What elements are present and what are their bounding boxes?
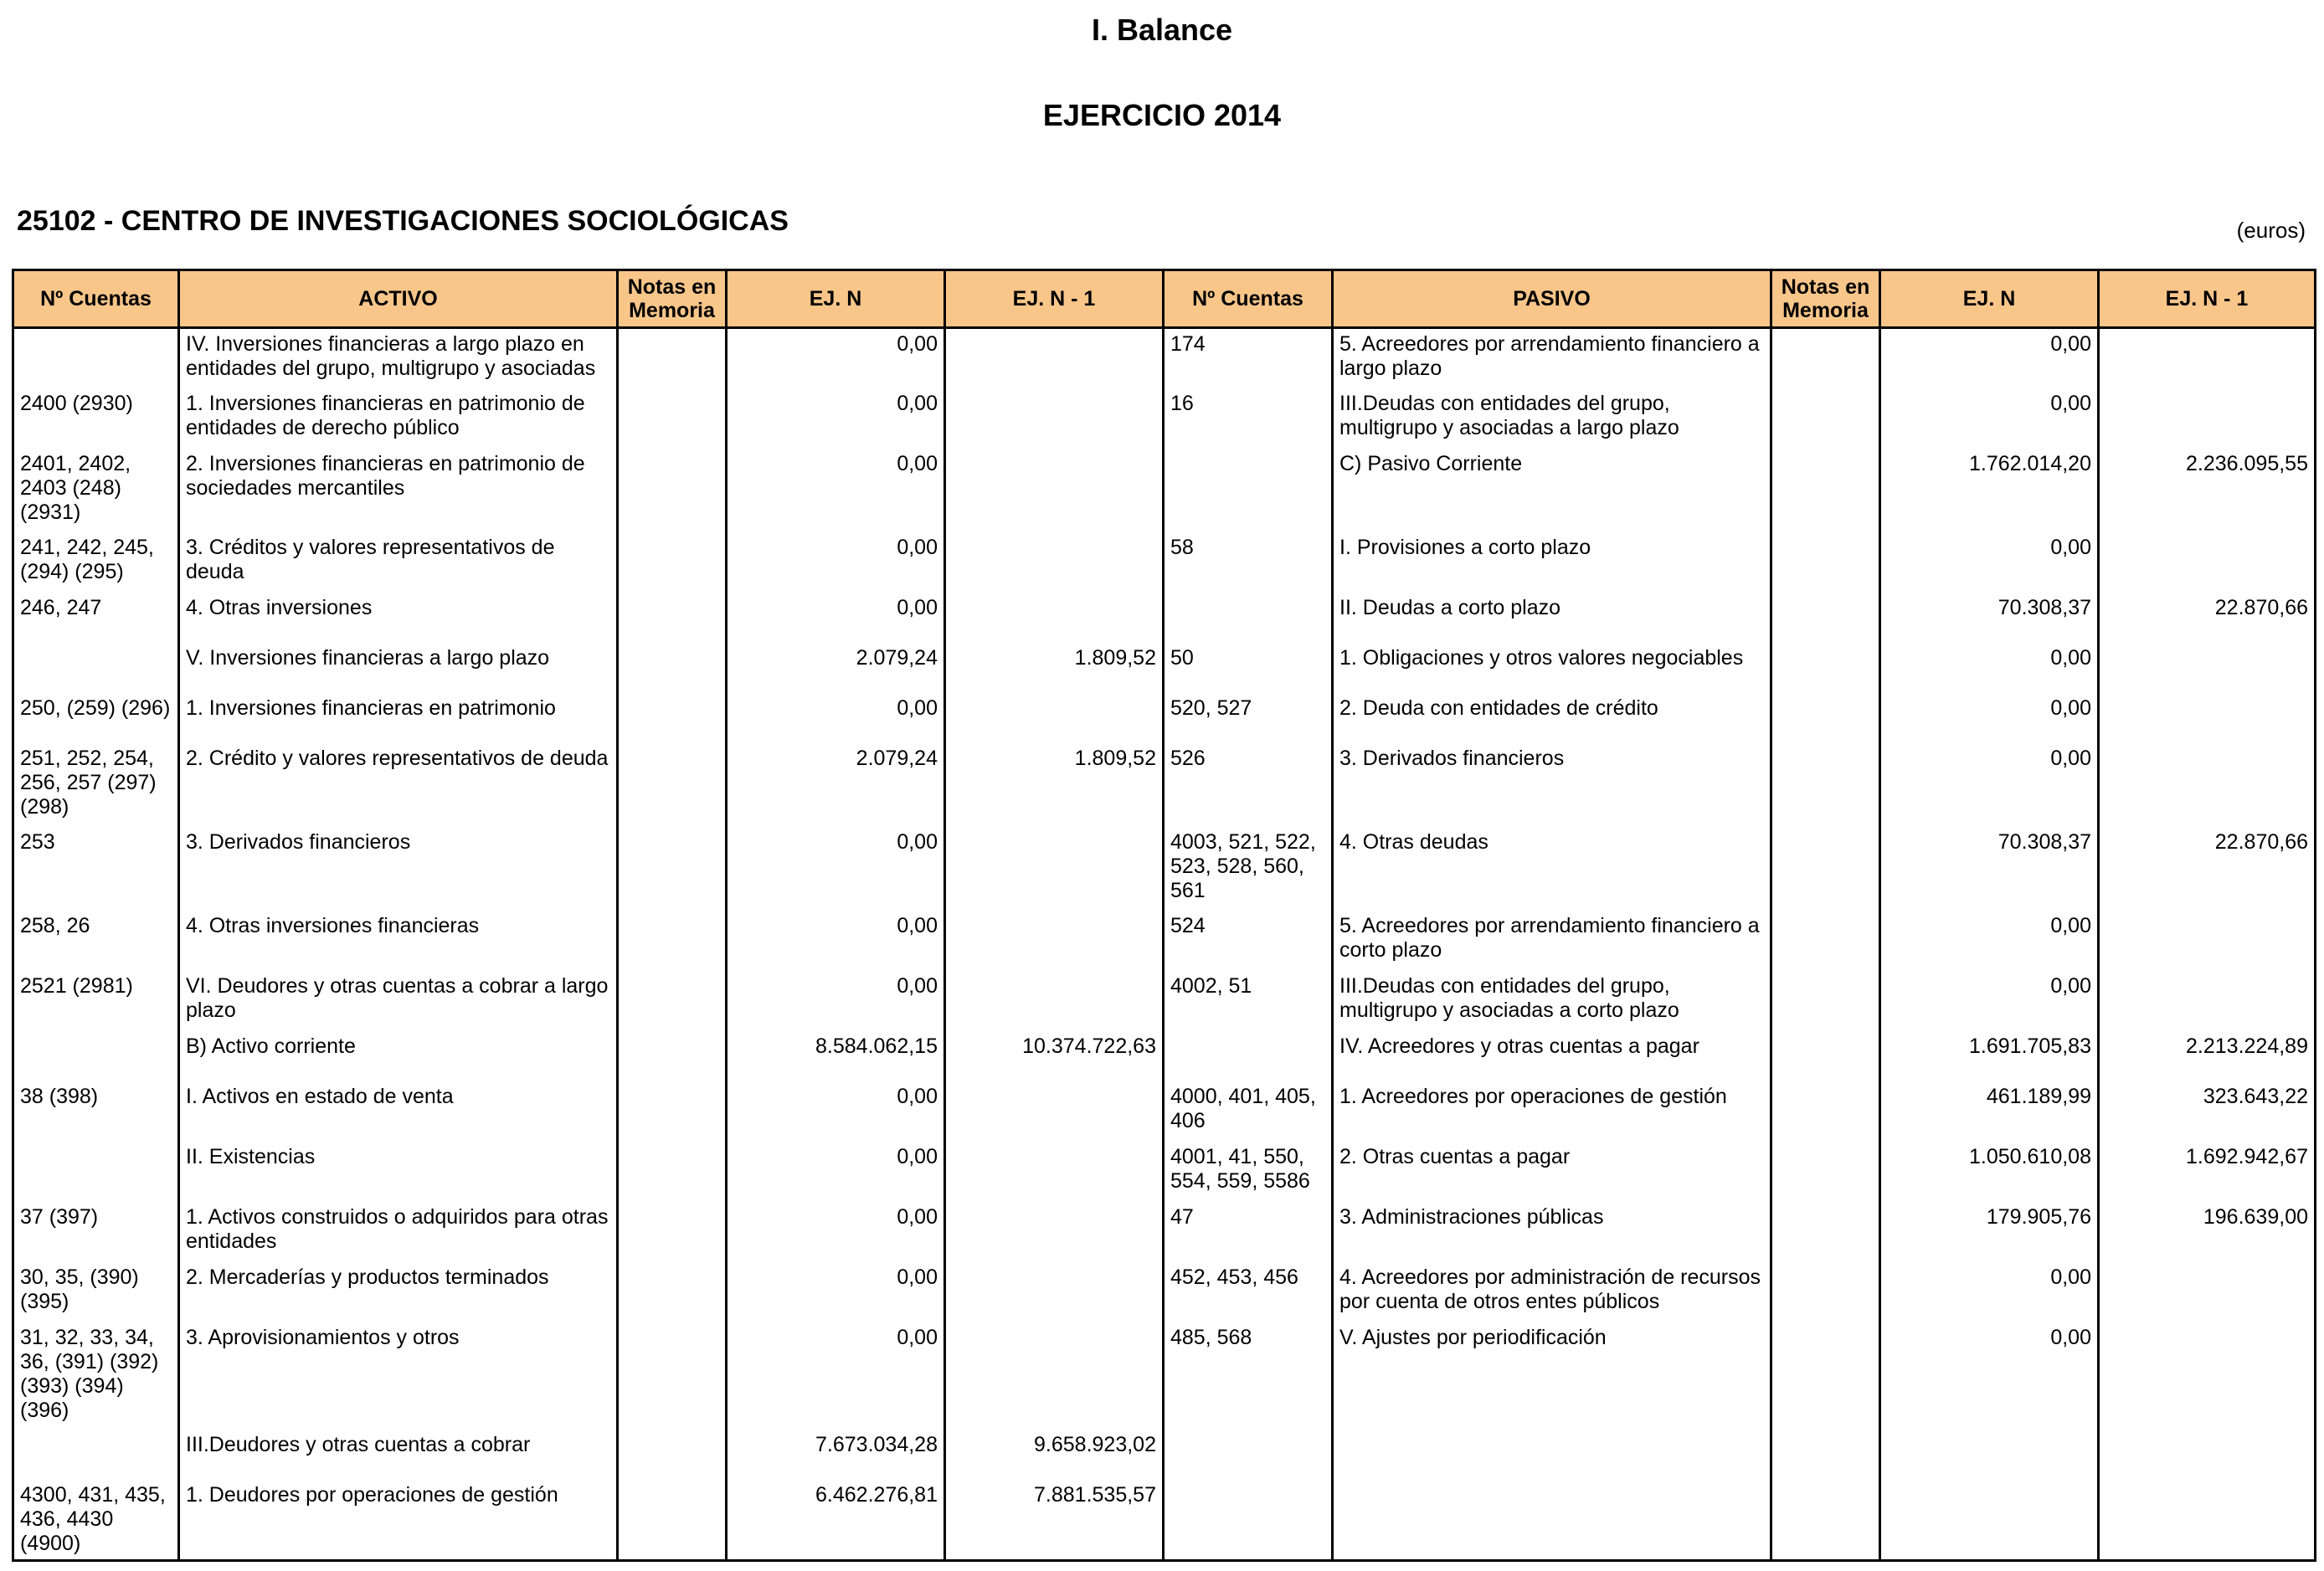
cell-pasivo-notas: [1771, 971, 1880, 1031]
cell-pasivo-notas: [1771, 743, 1880, 827]
cell-activo-cuentas: 2521 (2981): [13, 971, 179, 1031]
cell-pasivo-notas: [1771, 827, 1880, 911]
cell-activo-ej-n-1: [945, 328, 1164, 388]
cell-pasivo-cuentas: 4000, 401, 405, 406: [1164, 1081, 1333, 1142]
table-header-row: [13, 270, 2316, 328]
cell-activo-concepto: IV. Inversiones financieras a largo plazo en entidades del grupo, multigrupo y asociadas: [179, 328, 618, 388]
cell-activo-ej-n-1: [945, 449, 1164, 532]
cell-pasivo-cuentas: 520, 527: [1164, 693, 1333, 743]
cell-pasivo-ej-n-1: [2099, 743, 2316, 827]
cell-pasivo-notas: [1771, 388, 1880, 449]
table-row: [13, 388, 2316, 449]
col-header-activo-notas: Notas en Memoria: [618, 270, 727, 328]
cell-pasivo-ej-n-1: [2099, 328, 2316, 388]
cell-activo-notas: [618, 1322, 727, 1430]
cell-pasivo-ej-n: 0,00: [1880, 328, 2099, 388]
cell-activo-concepto: 2. Mercaderías y productos terminados: [179, 1262, 618, 1322]
cell-pasivo-cuentas: 50: [1164, 643, 1333, 693]
cell-activo-concepto: 1. Activos construidos o adquiridos para otras entidades: [179, 1202, 618, 1262]
cell-pasivo-ej-n: 0,00: [1880, 971, 2099, 1031]
cell-activo-notas: [618, 971, 727, 1031]
cell-pasivo-notas: [1771, 643, 1880, 693]
cell-pasivo-ej-n-1: 22.870,66: [2099, 593, 2316, 643]
cell-pasivo-ej-n: 70.308,37: [1880, 827, 2099, 911]
table-row: [13, 1322, 2316, 1430]
cell-activo-concepto: II. Existencias: [179, 1142, 618, 1202]
cell-activo-cuentas: [13, 1031, 179, 1081]
cell-activo-ej-n: 0,00: [727, 1262, 945, 1322]
cell-pasivo-ej-n-1: [2099, 532, 2316, 593]
col-header-activo-ej-n-1: EJ. N - 1: [945, 270, 1164, 328]
cell-pasivo-ej-n: 0,00: [1880, 643, 2099, 693]
cell-activo-ej-n-1: [945, 1202, 1164, 1262]
cell-pasivo-ej-n-1: [2099, 643, 2316, 693]
table-row: [13, 532, 2316, 593]
cell-activo-concepto: 1. Deudores por operaciones de gestión: [179, 1480, 618, 1561]
cell-activo-ej-n: 0,00: [727, 1322, 945, 1430]
cell-pasivo-cuentas: 526: [1164, 743, 1333, 827]
cell-pasivo-cuentas: 4001, 41, 550, 554, 559, 5586: [1164, 1142, 1333, 1202]
cell-activo-concepto: 3. Aprovisionamientos y otros: [179, 1322, 618, 1430]
cell-activo-notas: [618, 593, 727, 643]
table-row: [13, 643, 2316, 693]
cell-activo-notas: [618, 328, 727, 388]
cell-pasivo-cuentas: [1164, 1480, 1333, 1561]
table-row: [13, 1480, 2316, 1561]
cell-activo-ej-n-1: [945, 1142, 1164, 1202]
cell-pasivo-cuentas: 452, 453, 456: [1164, 1262, 1333, 1322]
cell-pasivo-concepto: 3. Administraciones públicas: [1333, 1202, 1771, 1262]
page-title: I. Balance: [1091, 13, 1233, 47]
table-row: [13, 328, 2316, 388]
cell-pasivo-cuentas: [1164, 1031, 1333, 1081]
cell-pasivo-ej-n-1: 2.213.224,89: [2099, 1031, 2316, 1081]
cell-activo-cuentas: [13, 328, 179, 388]
cell-pasivo-concepto: [1333, 1430, 1771, 1480]
cell-pasivo-ej-n-1: 196.639,00: [2099, 1202, 2316, 1262]
table-row: [13, 593, 2316, 643]
cell-activo-ej-n-1: [945, 693, 1164, 743]
col-header-pasivo-ej-n: EJ. N: [1880, 270, 2099, 328]
cell-activo-cuentas: 38 (398): [13, 1081, 179, 1142]
cell-pasivo-ej-n: 1.762.014,20: [1880, 449, 2099, 532]
cell-pasivo-ej-n-1: [2099, 388, 2316, 449]
cell-activo-cuentas: [13, 1430, 179, 1480]
cell-pasivo-ej-n-1: 2.236.095,55: [2099, 449, 2316, 532]
cell-activo-cuentas: 31, 32, 33, 34, 36, (391) (392) (393) (394) (396): [13, 1322, 179, 1430]
cell-pasivo-ej-n-1: 22.870,66: [2099, 827, 2316, 911]
cell-activo-cuentas: [13, 1142, 179, 1202]
cell-pasivo-cuentas: 174: [1164, 328, 1333, 388]
cell-activo-notas: [618, 1142, 727, 1202]
cell-activo-ej-n-1: [945, 1081, 1164, 1142]
cell-activo-ej-n: 0,00: [727, 532, 945, 593]
cell-activo-concepto: III.Deudores y otras cuentas a cobrar: [179, 1430, 618, 1480]
cell-pasivo-concepto: C) Pasivo Corriente: [1333, 449, 1771, 532]
cell-activo-notas: [618, 1202, 727, 1262]
cell-pasivo-concepto: 4. Otras deudas: [1333, 827, 1771, 911]
cell-pasivo-concepto: 5. Acreedores por arrendamiento financiero a largo plazo: [1333, 328, 1771, 388]
cell-pasivo-concepto: III.Deudas con entidades del grupo, multigrupo y asociadas a largo plazo: [1333, 388, 1771, 449]
cell-pasivo-notas: [1771, 693, 1880, 743]
cell-activo-ej-n: 0,00: [727, 827, 945, 911]
cell-pasivo-ej-n: 1.050.610,08: [1880, 1142, 2099, 1202]
col-header-activo-cuentas: Nº Cuentas: [13, 270, 179, 328]
cell-pasivo-ej-n-1: [2099, 971, 2316, 1031]
cell-activo-ej-n-1: [945, 388, 1164, 449]
cell-activo-notas: [618, 643, 727, 693]
cell-pasivo-notas: [1771, 1031, 1880, 1081]
table-row: [13, 1081, 2316, 1142]
cell-activo-ej-n-1: [945, 827, 1164, 911]
cell-activo-notas: [618, 449, 727, 532]
cell-pasivo-ej-n: 179.905,76: [1880, 1202, 2099, 1262]
cell-activo-ej-n: 0,00: [727, 328, 945, 388]
cell-activo-ej-n-1: 7.881.535,57: [945, 1480, 1164, 1561]
cell-activo-ej-n-1: 1.809,52: [945, 743, 1164, 827]
cell-activo-notas: [618, 693, 727, 743]
cell-pasivo-ej-n: 0,00: [1880, 532, 2099, 593]
cell-activo-concepto: I. Activos en estado de venta: [179, 1081, 618, 1142]
cell-pasivo-ej-n-1: [2099, 1480, 2316, 1561]
col-header-activo-ej-n: EJ. N: [727, 270, 945, 328]
cell-activo-notas: [618, 743, 727, 827]
cell-activo-concepto: 1. Inversiones financieras en patrimonio: [179, 693, 618, 743]
cell-pasivo-cuentas: 47: [1164, 1202, 1333, 1262]
cell-pasivo-ej-n: 461.189,99: [1880, 1081, 2099, 1142]
col-header-pasivo: PASIVO: [1333, 270, 1771, 328]
cell-activo-ej-n: 0,00: [727, 693, 945, 743]
cell-pasivo-concepto: 2. Otras cuentas a pagar: [1333, 1142, 1771, 1202]
table-row: [13, 1202, 2316, 1262]
cell-pasivo-notas: [1771, 1322, 1880, 1430]
cell-pasivo-ej-n: 0,00: [1880, 388, 2099, 449]
cell-activo-ej-n: 0,00: [727, 593, 945, 643]
col-header-activo: ACTIVO: [179, 270, 618, 328]
cell-activo-ej-n: 6.462.276,81: [727, 1480, 945, 1561]
cell-pasivo-notas: [1771, 1142, 1880, 1202]
cell-activo-concepto: 2. Crédito y valores representativos de deuda: [179, 743, 618, 827]
cell-activo-cuentas: 30, 35, (390) (395): [13, 1262, 179, 1322]
cell-activo-ej-n: 7.673.034,28: [727, 1430, 945, 1480]
cell-pasivo-ej-n: 0,00: [1880, 911, 2099, 971]
cell-activo-cuentas: 241, 242, 245, (294) (295): [13, 532, 179, 593]
cell-pasivo-concepto: 4. Acreedores por administración de recursos por cuenta de otros entes públicos: [1333, 1262, 1771, 1322]
currency-units: (euros): [2236, 218, 2306, 243]
cell-activo-notas: [618, 1031, 727, 1081]
cell-activo-cuentas: 37 (397): [13, 1202, 179, 1262]
cell-pasivo-notas: [1771, 1480, 1880, 1561]
cell-activo-concepto: 2. Inversiones financieras en patrimonio de sociedades mercantiles: [179, 449, 618, 532]
cell-pasivo-ej-n: 0,00: [1880, 693, 2099, 743]
cell-activo-cuentas: [13, 643, 179, 693]
cell-activo-concepto: V. Inversiones financieras a largo plazo: [179, 643, 618, 693]
cell-activo-cuentas: 2400 (2930): [13, 388, 179, 449]
fiscal-year-subtitle: EJERCICIO 2014: [1042, 98, 1282, 132]
cell-activo-notas: [618, 1480, 727, 1561]
cell-pasivo-cuentas: 4002, 51: [1164, 971, 1333, 1031]
cell-activo-cuentas: 250, (259) (296): [13, 693, 179, 743]
cell-activo-ej-n-1: 1.809,52: [945, 643, 1164, 693]
cell-pasivo-ej-n-1: 1.692.942,67: [2099, 1142, 2316, 1202]
cell-activo-ej-n: 0,00: [727, 1202, 945, 1262]
cell-pasivo-notas: [1771, 1430, 1880, 1480]
cell-pasivo-concepto: 1. Acreedores por operaciones de gestión: [1333, 1081, 1771, 1142]
table-row: [13, 743, 2316, 827]
cell-pasivo-notas: [1771, 911, 1880, 971]
table-row: [13, 827, 2316, 911]
cell-pasivo-concepto: [1333, 1480, 1771, 1561]
col-header-pasivo-ej-n-1: EJ. N - 1: [2099, 270, 2316, 328]
cell-activo-concepto: 4. Otras inversiones: [179, 593, 618, 643]
cell-pasivo-concepto: I. Provisiones a corto plazo: [1333, 532, 1771, 593]
col-header-pasivo-cuentas: Nº Cuentas: [1164, 270, 1333, 328]
cell-activo-concepto: 4. Otras inversiones financieras: [179, 911, 618, 971]
cell-activo-ej-n-1: [945, 911, 1164, 971]
cell-activo-ej-n: 0,00: [727, 1081, 945, 1142]
cell-pasivo-ej-n-1: [2099, 693, 2316, 743]
cell-pasivo-ej-n-1: [2099, 1322, 2316, 1430]
cell-activo-ej-n: 2.079,24: [727, 743, 945, 827]
cell-pasivo-notas: [1771, 1262, 1880, 1322]
cell-activo-concepto: 3. Créditos y valores representativos de deuda: [179, 532, 618, 593]
cell-pasivo-cuentas: 524: [1164, 911, 1333, 971]
cell-pasivo-concepto: 2. Deuda con entidades de crédito: [1333, 693, 1771, 743]
cell-activo-cuentas: 253: [13, 827, 179, 911]
table-row: [13, 1430, 2316, 1480]
table-row: [13, 693, 2316, 743]
cell-activo-ej-n-1: [945, 593, 1164, 643]
cell-activo-concepto: VI. Deudores y otras cuentas a cobrar a largo plazo: [179, 971, 618, 1031]
cell-activo-ej-n: 0,00: [727, 388, 945, 449]
cell-activo-ej-n-1: [945, 971, 1164, 1031]
cell-activo-cuentas: 246, 247: [13, 593, 179, 643]
cell-pasivo-concepto: 3. Derivados financieros: [1333, 743, 1771, 827]
cell-activo-ej-n-1: 10.374.722,63: [945, 1031, 1164, 1081]
table-row: [13, 1142, 2316, 1202]
cell-pasivo-concepto: V. Ajustes por periodificación: [1333, 1322, 1771, 1430]
cell-activo-ej-n-1: [945, 1322, 1164, 1430]
cell-pasivo-cuentas: 16: [1164, 388, 1333, 449]
cell-pasivo-cuentas: 485, 568: [1164, 1322, 1333, 1430]
cell-activo-ej-n: 0,00: [727, 971, 945, 1031]
cell-activo-ej-n: 0,00: [727, 449, 945, 532]
cell-activo-cuentas: 258, 26: [13, 911, 179, 971]
cell-pasivo-notas: [1771, 593, 1880, 643]
cell-pasivo-cuentas: 58: [1164, 532, 1333, 593]
cell-pasivo-ej-n: 0,00: [1880, 743, 2099, 827]
cell-pasivo-ej-n: 0,00: [1880, 1322, 2099, 1430]
cell-pasivo-concepto: IV. Acreedores y otras cuentas a pagar: [1333, 1031, 1771, 1081]
cell-pasivo-ej-n: 70.308,37: [1880, 593, 2099, 643]
cell-activo-ej-n: 2.079,24: [727, 643, 945, 693]
cell-pasivo-concepto: II. Deudas a corto plazo: [1333, 593, 1771, 643]
cell-pasivo-ej-n-1: [2099, 1262, 2316, 1322]
cell-pasivo-notas: [1771, 328, 1880, 388]
cell-pasivo-cuentas: [1164, 593, 1333, 643]
cell-activo-ej-n-1: 9.658.923,02: [945, 1430, 1164, 1480]
table-row: [13, 971, 2316, 1031]
cell-activo-ej-n-1: [945, 1262, 1164, 1322]
table-row: [13, 1262, 2316, 1322]
table-row: [13, 449, 2316, 532]
cell-activo-notas: [618, 911, 727, 971]
cell-activo-notas: [618, 388, 727, 449]
cell-pasivo-notas: [1771, 1202, 1880, 1262]
balance-table: [12, 269, 2316, 1562]
cell-activo-concepto: B) Activo corriente: [179, 1031, 618, 1081]
cell-activo-cuentas: 4300, 431, 435, 436, 4430 (4900): [13, 1480, 179, 1561]
cell-activo-concepto: 3. Derivados financieros: [179, 827, 618, 911]
cell-pasivo-ej-n-1: 323.643,22: [2099, 1081, 2316, 1142]
cell-pasivo-cuentas: [1164, 449, 1333, 532]
cell-activo-notas: [618, 532, 727, 593]
cell-pasivo-concepto: III.Deudas con entidades del grupo, multigrupo y asociadas a corto plazo: [1333, 971, 1771, 1031]
cell-pasivo-ej-n-1: [2099, 911, 2316, 971]
entity-name: 25102 - CENTRO DE INVESTIGACIONES SOCIOLÓGICAS: [17, 205, 789, 237]
cell-activo-ej-n: 8.584.062,15: [727, 1031, 945, 1081]
cell-pasivo-concepto: 1. Obligaciones y otros valores negociables: [1333, 643, 1771, 693]
cell-pasivo-cuentas: [1164, 1430, 1333, 1480]
table-row: [13, 911, 2316, 971]
cell-activo-ej-n-1: [945, 532, 1164, 593]
col-header-pasivo-notas: Notas en Memoria: [1771, 270, 1880, 328]
table-row: [13, 1031, 2316, 1081]
cell-pasivo-notas: [1771, 532, 1880, 593]
cell-pasivo-ej-n: [1880, 1430, 2099, 1480]
cell-pasivo-concepto: 5. Acreedores por arrendamiento financiero a corto plazo: [1333, 911, 1771, 971]
cell-activo-cuentas: 251, 252, 254, 256, 257 (297) (298): [13, 743, 179, 827]
cell-pasivo-notas: [1771, 1081, 1880, 1142]
cell-pasivo-ej-n: 0,00: [1880, 1262, 2099, 1322]
cell-activo-ej-n: 0,00: [727, 1142, 945, 1202]
cell-pasivo-cuentas: 4003, 521, 522, 523, 528, 560, 561: [1164, 827, 1333, 911]
cell-activo-concepto: 1. Inversiones financieras en patrimonio de entidades de derecho público: [179, 388, 618, 449]
cell-pasivo-notas: [1771, 449, 1880, 532]
cell-activo-notas: [618, 1262, 727, 1322]
cell-activo-notas: [618, 827, 727, 911]
cell-activo-ej-n: 0,00: [727, 911, 945, 971]
cell-pasivo-ej-n-1: [2099, 1430, 2316, 1480]
cell-pasivo-ej-n: 1.691.705,83: [1880, 1031, 2099, 1081]
cell-pasivo-ej-n: [1880, 1480, 2099, 1561]
cell-activo-notas: [618, 1081, 727, 1142]
cell-activo-notas: [618, 1430, 727, 1480]
cell-activo-cuentas: 2401, 2402, 2403 (248) (2931): [13, 449, 179, 532]
